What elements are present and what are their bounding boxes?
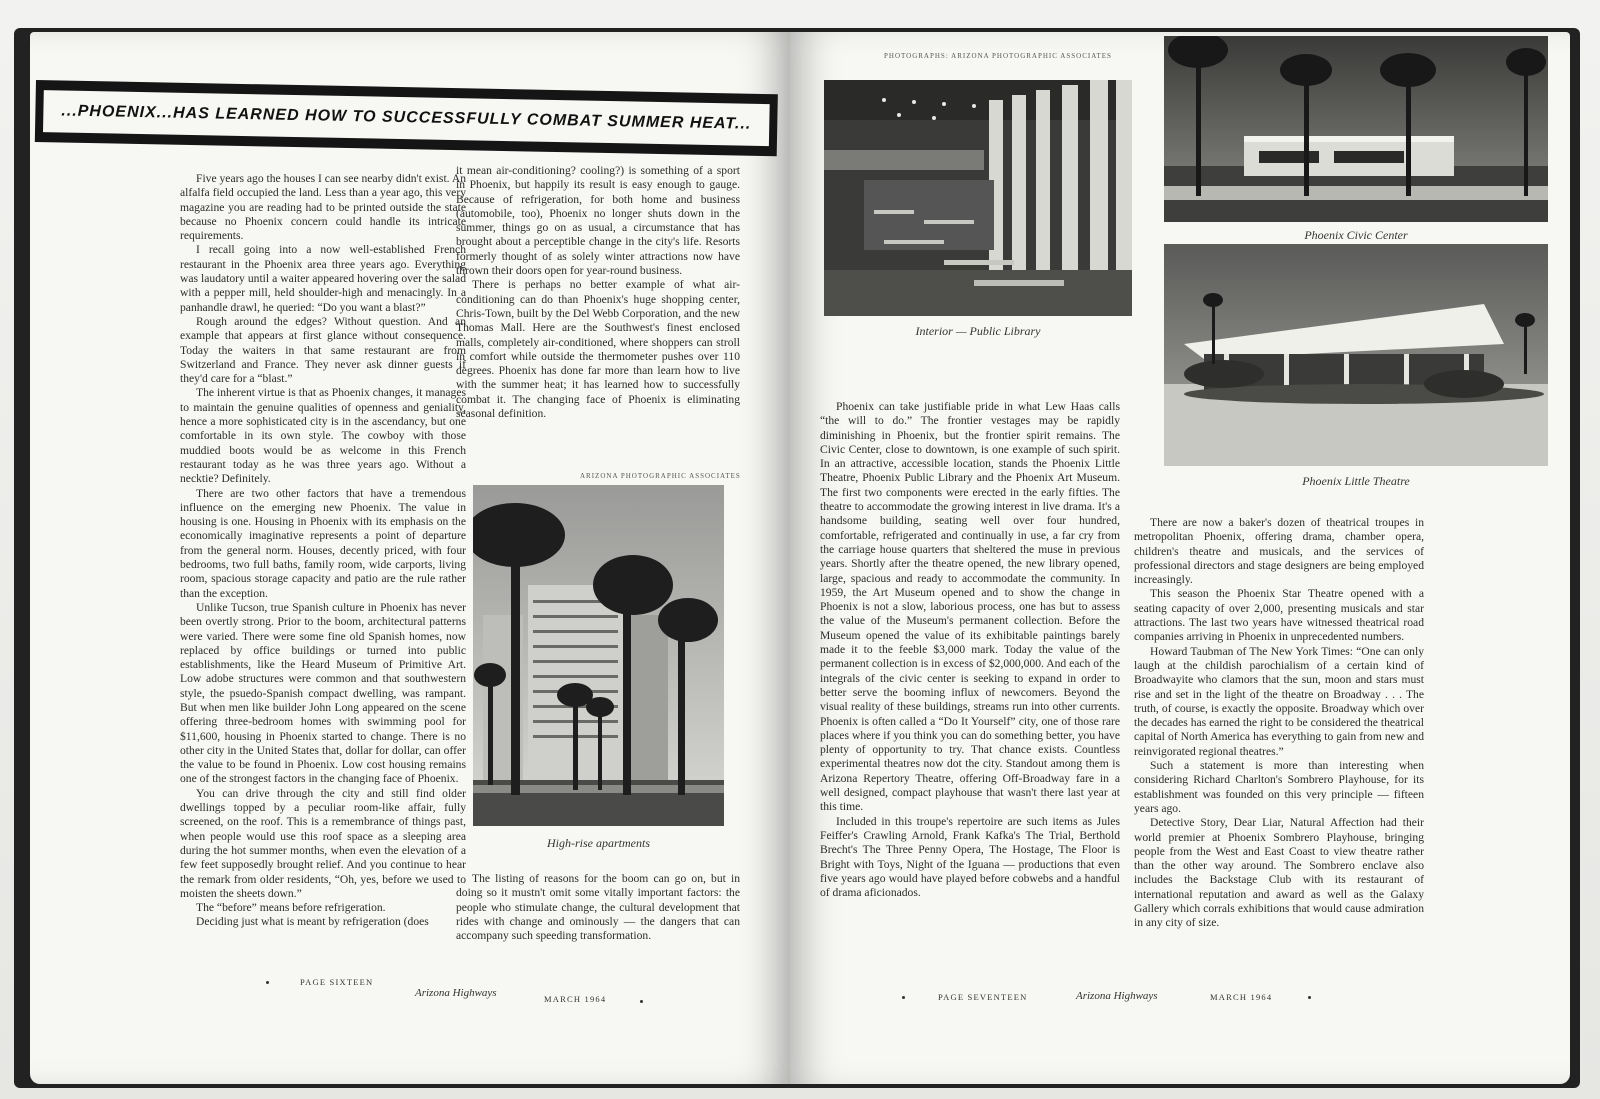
photo-credit: ARIZONA PHOTOGRAPHIC ASSOCIATES (580, 472, 741, 480)
right-page (790, 32, 1570, 1084)
paragraph: The inherent virtue is that as Phoenix changes, it manages to maintain the genuine qualities of openness and geniality, hence a more sophisticated city is in the ascendancy, but one comfortable in its own style. The cowboy with those muddied boots would be as welcome in this French restaurant today as he was three years ago. Without a necktie? Definitely. (180, 386, 466, 486)
paragraph: Rough around the edges? Without question. And an example that appears at first glance without consequence. Today the waiters in that same restaurant are from Switzerland and France. They never ask dinner guests if they'd care for a “blast.” (180, 314, 466, 386)
folio-magazine-name: Arizona Highways (415, 987, 497, 999)
folio-date: MARCH 1964 (1210, 992, 1273, 1002)
folio-date: MARCH 1964 (544, 994, 607, 1004)
little-theatre-caption: Phoenix Little Theatre (1302, 474, 1410, 488)
paragraph: I recall going into a now well-established French restaurant in the Phoenix area three years ago. Everything was laudatory until a waiter appeared hovering over the salad with a pepper mill, held shoulder-high and menacingly. In a panhandle drawl, he queried: “Do you want a blast?” (180, 243, 466, 314)
photo-caption: High-rise apartments (547, 836, 650, 850)
paragraph: This season the Phoenix Star Theatre opened with a seating capacity of over 2,000, presenting musicals and star attractions. The last two years have witnessed theatrical road companies arriving in Phoenix in unprecedented numbers. (1134, 587, 1424, 644)
folio-page-number: PAGE SIXTEEN (300, 977, 374, 987)
public-library-interior-photo (824, 80, 1132, 316)
folio-bullet (266, 981, 269, 984)
little-theatre-photo (1164, 244, 1548, 466)
paragraph: There are now a baker's dozen of theatrical troupes in metropolitan Phoenix, offering drama, chamber opera, children's theatre and musicals, and the services of professional directors and stage designers are being employed increasingly. (1134, 516, 1424, 587)
photo-credit: PHOTOGRAPHS: ARIZONA PHOTOGRAPHIC ASSOCIATES (884, 52, 1112, 60)
paragraph: Deciding just what is meant by refrigeration (does (196, 915, 429, 929)
paragraph: There is perhaps no better example of what air-conditioning can do than Phoenix's huge shopping center, Chris-Town, built by the Del Webb Corporation, and the new Thomas Mall. Here are the Southwest's finest enclosed malls, completely air-conditioned, where shoppers can stroll in comfort while outside the thermometer pushes over 110 degrees. Phoenix has done far more than learn how to live with the summer heat; it has learned how to successfully combat it. The changing face of Phoenix is eliminating seasonal definition. (456, 278, 740, 421)
paragraph: Such a statement is more than interesting when considering Richard Charlton's Sombrero Playhouse, for its establishment was founded on this very principle — fifteen years ago. (1134, 759, 1424, 815)
paragraph: The listing of reasons for the boom can go on, but in doing so it mustn't omit some vitally important factors: the people who stimulate change, the cultural development that rides with change and ominously — the dangers that can accompany such speeding transformation. (456, 872, 740, 943)
high-rise-apartments-photo (473, 485, 724, 826)
right-column-1 (820, 400, 1120, 900)
paragraph: Phoenix can take justifiable pride in what Lew Haas calls “the will to do.” The frontier vestages may be rapidly diminishing in Phoenix, but the frontier spirit remains. The Civic Center, close to downtown, is one example of such spirit. In an attractive, accessible location, stands the Phoenix Little Theatre, Phoenix Public Library and the Phoenix Art Museum. The first two components were erected in the early fifties. The theatre to accommodate the growing interest in live drama. It's a handsome building, seating well over four hundred, comfortable, refrigerated and continually in use, a far cry from the carriage house quarters that sheltered the muse in previous years. Shortly after the theatre opened, the new library opened, large, spacious and ready to accommodate the community. In 1959, the Art Museum opened and to show the change in Phoenix is not a slow, laborious process, one has but to assess the value of the Museum's permanent collection. Before the Museum opened the value of its exhibitable paintings barely made it to the feeble $3,000 mark. Today the value of the permanent collection is in excess of $2,000,000. And each of the integrals of the civic center is seeking to expand in order to better serve the booming influx of newcomers. Beyond the visual reality of these buildings, streams run into other currents. Phoenix is often called a “Do It Yourself” city, one of those rare places where if you think you can do something better, you have plenty of opportunity to try. That chance exists. Countless experimental theatres now dot the city. Standout among them is Arizona Repertory Theatre, offering Off-Broadway fare in a well designed, compact playhouse that wasn't there last year at this time. (820, 400, 1120, 814)
civic-center-photo (1164, 36, 1548, 222)
paragraph: Detective Story, Dear Liar, Natural Affection had their world premier at Phoenix Sombrero Playhouse, bringing people from the West and East Coast to view theatre rather than the other way around. The Sombrero enclave also includes the Backstage Club with its restaurant of international reputation and award as well as the Galaxy Gallery which corrals exhibitions that would cause admiration in any city of size. (1134, 816, 1424, 930)
headline-text: ...PHOENIX...HAS LEARNED HOW TO SUCCESSFULLY COMBAT SUMMER HEAT... (61, 102, 752, 133)
paragraph: You can drive through the city and still find older dwellings topped by a peculiar room-like affair, fully screened, on the roof. This is a remembrance of things past, when people would use this roof space as a sleeping area during the hot summer months, when even the elevation of a few feet supposedly brought relief. And you continue to hear the remark from older residents, “Oh, yes, before we used to moisten the sheets down.” (180, 786, 466, 900)
paragraph: Unlike Tucson, true Spanish culture in Phoenix has never been overtly strong. Prior to the boom, architectural patterns were varied. There were some fine old Spanish homes, now replaced by office buildings or turned into public establishments, like the Heard Museum of Primitive Art. Low adobe structures were common and that southwestern style, the psuedo-Spanish compact dwelling, was rampant. But when men like builder John Long appeared on the scene offering three-bedroom homes with swimming pool for $11,600, housing in Phoenix started to change. There is no other city in the United States that, dollar for dollar, can offer the value to be found in Phoenix. Low cost housing remains one of the strongest factors in the changing face of Phoenix. (180, 600, 466, 786)
paragraph: Howard Taubman of The New York Times: “One can only laugh at the childish parochialism of a certain kind of Broadwayite who clamors that the sun, moon and stars must rise and set in the light of the theatre on Broadway . . . The truth, of course, is exactly the opposite. Broadway which over the decades has earned the right to be considered the theatrical capital of North America has everything to gain from new and reinvigorated regional theatres.” (1134, 644, 1424, 758)
right-column-2 (1134, 516, 1424, 931)
civic-center-caption: Phoenix Civic Center (1304, 228, 1408, 242)
folio-bullet (902, 996, 905, 999)
folio-bullet (1308, 996, 1311, 999)
paragraph: it mean air-conditioning? cooling?) is something of a sport in Phoenix, but happily its result is easy enough to gauge. Because of refrigeration, for both home and business (automobile, too), Phoenix no longer shuts down in the summer, things go on as usual, a circumstance that has brought about a perceptible change in the city's life. Resorts formerly thought of as solely winter attractions now have thrown their doors open for year-round business. (456, 164, 740, 278)
left-page (30, 32, 790, 1084)
left-column-1 (180, 172, 466, 930)
folio-bullet (640, 1000, 643, 1003)
paragraph: The “before” means before refrigeration. (196, 901, 386, 915)
left-column-2-bottom (456, 872, 740, 943)
left-column-2-top (456, 164, 740, 421)
paragraph: Five years ago the houses I can see nearby didn't exist. An alfalfa field occupied the land. Less than a year ago, this very magazine you are reading had to be printed outside the state because no Phoenix concern could handle its intricate requirements. (180, 172, 466, 243)
paragraph: Included in this troupe's repertoire are such items as Jules Feiffer's Crawling Arnold, Frank Kafka's The Trial, Berthold Brecht's The Three Penny Opera, The Hostage, The Floor is Bright with Toys, Night of the Iguana — productions that even five years ago would have played before cobwebs and a handful of drama aficionados. (820, 814, 1120, 900)
folio-magazine-name: Arizona Highways (1076, 990, 1158, 1002)
folio-page-number: PAGE SEVENTEEN (938, 992, 1028, 1002)
paragraph: There are two other factors that have a tremendous influence on the emerging new Phoenix. The value in housing is one. Housing in Phoenix with its emphasis on the economically imaginative represents a point of departure from the general norm. Houses, decently priced, with four bedrooms, two full baths, family room, wide carports, living room, spacious storage capacity and patio are the rule rather than the exception. (180, 486, 466, 600)
headline-banner (35, 80, 778, 156)
library-caption: Interior — Public Library (915, 324, 1041, 338)
